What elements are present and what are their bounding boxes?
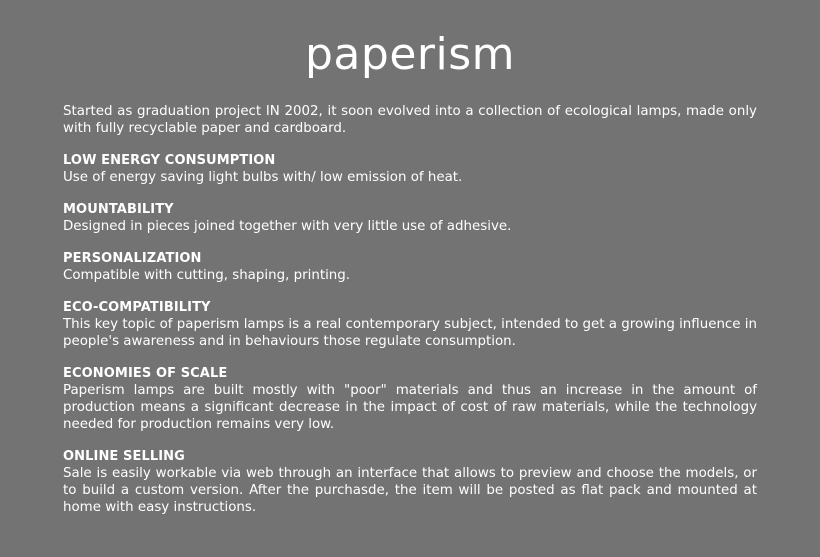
section-heading: PERSONALIZATION bbox=[63, 251, 202, 266]
section-body: Sale is easily workable via web through an interface that allows to preview and choose the models, or to build a custom version. After the purchasde, the item will be posted as flat pack and mounted at home with easy instructions. bbox=[63, 466, 757, 515]
section-body: Designed in pieces joined together with very little use of adhesive. bbox=[63, 219, 512, 234]
section-heading: ECO-COMPATIBILITY bbox=[63, 300, 211, 315]
section-heading: LOW ENERGY CONSUMPTION bbox=[63, 153, 276, 168]
section-body: This key topic of paperism lamps is a real contemporary subject, intended to get a growing influence in people's awareness and in behaviours those regulate consumption. bbox=[63, 317, 757, 349]
intro-paragraph: Started as graduation project IN 2002, it soon evolved into a collection of ecological lamps, made only with fully recyclable paper and cardboard. bbox=[63, 104, 757, 136]
section-mountability bbox=[63, 201, 757, 235]
section-heading: MOUNTABILITY bbox=[63, 202, 174, 217]
section-low-energy-consumption bbox=[63, 152, 757, 186]
section-heading: ONLINE SELLING bbox=[63, 449, 185, 464]
section-body: Compatible with cutting, shaping, printing. bbox=[63, 268, 351, 283]
section-body: Use of energy saving light bulbs with/ low emission of heat. bbox=[63, 170, 463, 185]
page-title: paperism bbox=[305, 29, 515, 80]
section-personalization bbox=[63, 250, 757, 284]
section-economies-of-scale bbox=[63, 365, 757, 433]
section-heading: ECONOMIES OF SCALE bbox=[63, 366, 228, 381]
section-eco-compatibility bbox=[63, 299, 757, 350]
section-body: Paperism lamps are built mostly with "poor" materials and thus an increase in the amount of production means a significant decrease in the impact of cost of raw materials, while the technology needed for production remains very low. bbox=[63, 383, 757, 432]
section-online-selling bbox=[63, 448, 757, 516]
